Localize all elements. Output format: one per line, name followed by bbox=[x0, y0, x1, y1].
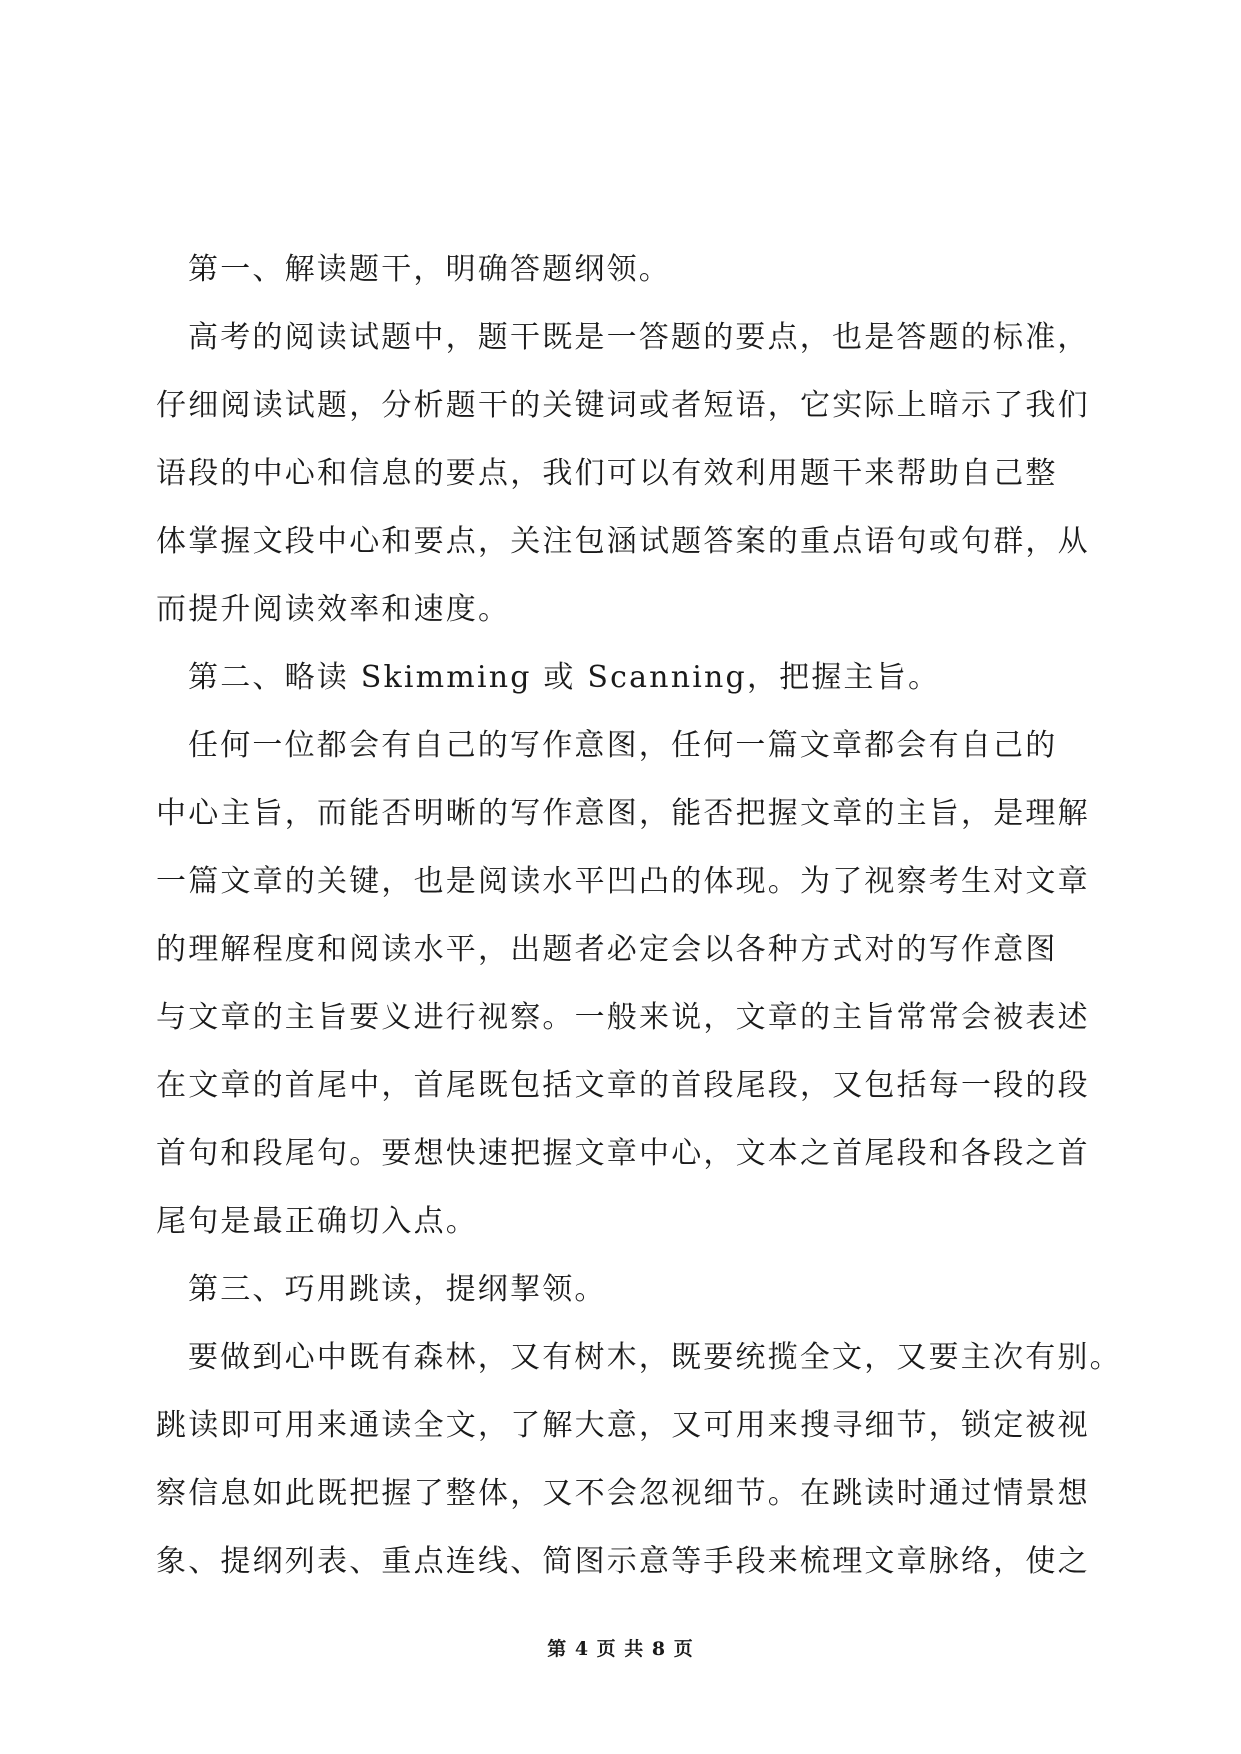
heading-1: 第一、解读题干，明确答题纲领。 bbox=[188, 252, 671, 287]
paragraph-line: 体掌握文段中心和要点，关注包涵试题答案的重点语句或句群，从 bbox=[156, 524, 1090, 559]
paragraph-line: 仔细阅读试题，分析题干的关键词或者短语，它实际上暗示了我们 bbox=[156, 388, 1090, 423]
heading-3: 第三、巧用跳读，提纲挈领。 bbox=[188, 1272, 607, 1307]
paragraph-line: 象、提纲列表、重点连线、简图示意等手段来梳理文章脉络，使之 bbox=[156, 1544, 1090, 1579]
heading-2: 第二、略读 Skimming 或 Scanning，把握主旨。 bbox=[188, 660, 941, 695]
page-number-footer: 第 4 页 共 8 页 bbox=[547, 1638, 694, 1660]
paragraph-line: 要做到心中既有森林，又有树木，既要统揽全文，又要主次有别。 bbox=[188, 1340, 1122, 1375]
paragraph-line: 在文章的首尾中，首尾既包括文章的首段尾段，又包括每一段的段 bbox=[156, 1068, 1090, 1103]
paragraph-line: 尾句是最正确切入点。 bbox=[156, 1204, 478, 1239]
paragraph-line: 一篇文章的关键，也是阅读水平凹凸的体现。为了视察考生对文章 bbox=[156, 864, 1090, 899]
document-body bbox=[156, 250, 1122, 1610]
paragraph-line: 高考的阅读试题中，题干既是一答题的要点，也是答题的标准， bbox=[188, 320, 1090, 355]
paragraph-line: 与文章的主旨要义进行视察。一般来说，文章的主旨常常会被表述 bbox=[156, 1000, 1090, 1035]
paragraph-line: 察信息如此既把握了整体，又不会忽视细节。在跳读时通过情景想 bbox=[156, 1476, 1090, 1511]
paragraph-line: 而提升阅读效率和速度。 bbox=[156, 592, 511, 627]
paragraph-line: 的理解程度和阅读水平，出题者必定会以各种方式对的写作意图 bbox=[156, 932, 1058, 967]
paragraph-line: 跳读即可用来通读全文，了解大意，又可用来搜寻细节，锁定被视 bbox=[156, 1408, 1090, 1443]
paragraph-line: 任何一位都会有自己的写作意图，任何一篇文章都会有自己的 bbox=[188, 728, 1058, 763]
paragraph-line: 语段的中心和信息的要点，我们可以有效利用题干来帮助自己整 bbox=[156, 456, 1058, 491]
paragraph-line: 中心主旨，而能否明晰的写作意图，能否把握文章的主旨，是理解 bbox=[156, 796, 1090, 831]
paragraph-line: 首句和段尾句。要想快速把握文章中心，文本之首尾段和各段之首 bbox=[156, 1136, 1090, 1171]
